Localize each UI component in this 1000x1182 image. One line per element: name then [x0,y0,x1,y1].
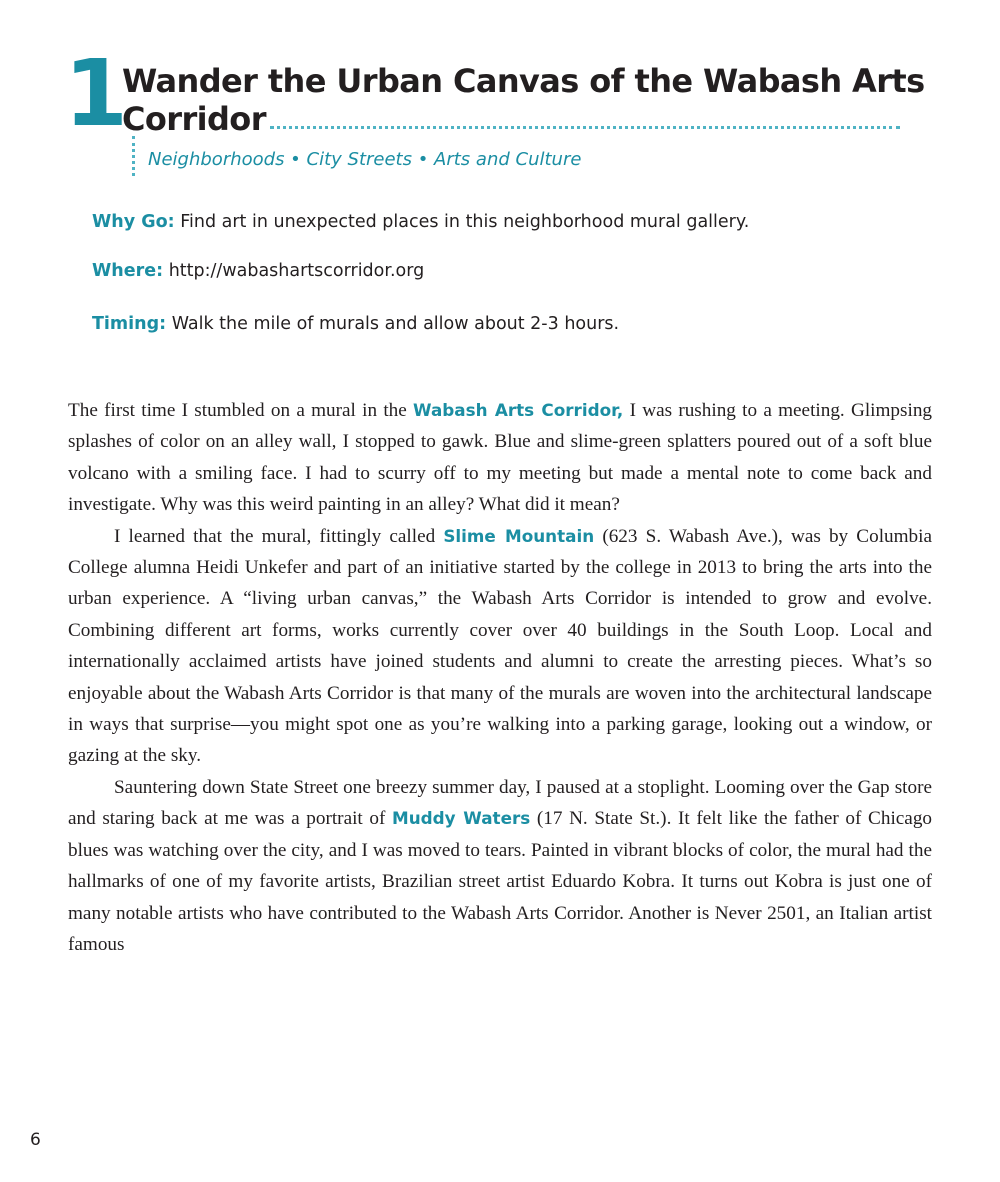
highlight-muddy-waters: Muddy Waters [392,808,531,829]
body-text [68,395,932,960]
paragraph-2-text-b: (623 S. Wabash Ave.), was by Columbia College alumna Heidi Unkefer and part of an initiative started by the college in 2013 to bring the arts into the urban experience. A “living urban canvas,” the Wabash Arts Corridor is intended to grow and evolve. Combining different art forms, works currently cover over 40 buildings in the South Loop. Local and internationally acclaimed artists have joined students and alumni to create the arresting pieces. What’s so enjoyable about the Wabash Arts Corridor is that many of the murals are woven into the architectural landscape in ways that surprise—you might spot one as you’re walking into a parking garage, looking out a window, or gazing at the sky. [68,525,932,767]
timing-text: Walk the mile of murals and allow about 2-3 hours. [166,314,620,334]
where-label: Where: [92,261,164,281]
paragraph-1-text-b: I was rushing to a meeting. Glimpsing splashes of color on an alley wall, I stopped to gawk. Blue and slime-green splatters poured out of a soft blue volcano with a smiling face. I had to scurry off to my meeting but made a mental note to come back and investigate. Why was this weird painting in an alley? What did it mean? [68,400,933,516]
info-why-go [92,210,749,234]
highlight-wabash-arts-corridor: Wabash Arts Corridor, [413,400,624,420]
paragraph-1-text-a: The first time I stumbled on a mural in the [68,400,414,421]
dotted-rule-vertical [132,136,135,176]
timing-label: Timing: [92,314,167,334]
chapter-categories: Neighborhoods • City Streets • Arts and Culture [148,149,582,170]
chapter-number: 1 [64,40,125,147]
chapter-title-line-2: Corridor [122,100,266,138]
why-go-text: Find art in unexpected places in this neighborhood mural gallery. [174,212,750,232]
paragraph-2 [68,521,932,772]
where-text: http://wabashartscorridor.org [163,261,425,281]
highlight-slime-mountain: Slime Mountain [443,525,595,546]
chapter-title-line-1: Wander the Urban Canvas of the Wabash Arts [122,62,925,100]
paragraph-2-text-a: I learned that the mural, fittingly called [114,525,444,547]
page-number: 6 [30,1130,41,1150]
paragraph-3-text-b: (17 N. State St.). It felt like the father of Chicago blues was watching over the city, and I was moved to tears. Painted in vibrant blocks of color, the mural had the hallmarks of one of my favorite artists, Brazilian street artist Eduardo Kobra. It turns out Kobra is just one of many notable artists who have contributed to the Wabash Arts Corridor. Another is Never 2501, an Italian artist famous [68,808,933,955]
info-timing [92,312,619,336]
why-go-label: Why Go: [92,212,175,232]
info-where [92,259,424,283]
paragraph-3-text-a: Sauntering down State Street one breezy summer day, I paused at a stoplight. Looming over the Gap store and staring back at me was a portrait of [68,776,932,830]
paragraph-3 [68,772,932,960]
dotted-rule-horizontal [270,126,900,129]
paragraph-1 [68,395,932,521]
